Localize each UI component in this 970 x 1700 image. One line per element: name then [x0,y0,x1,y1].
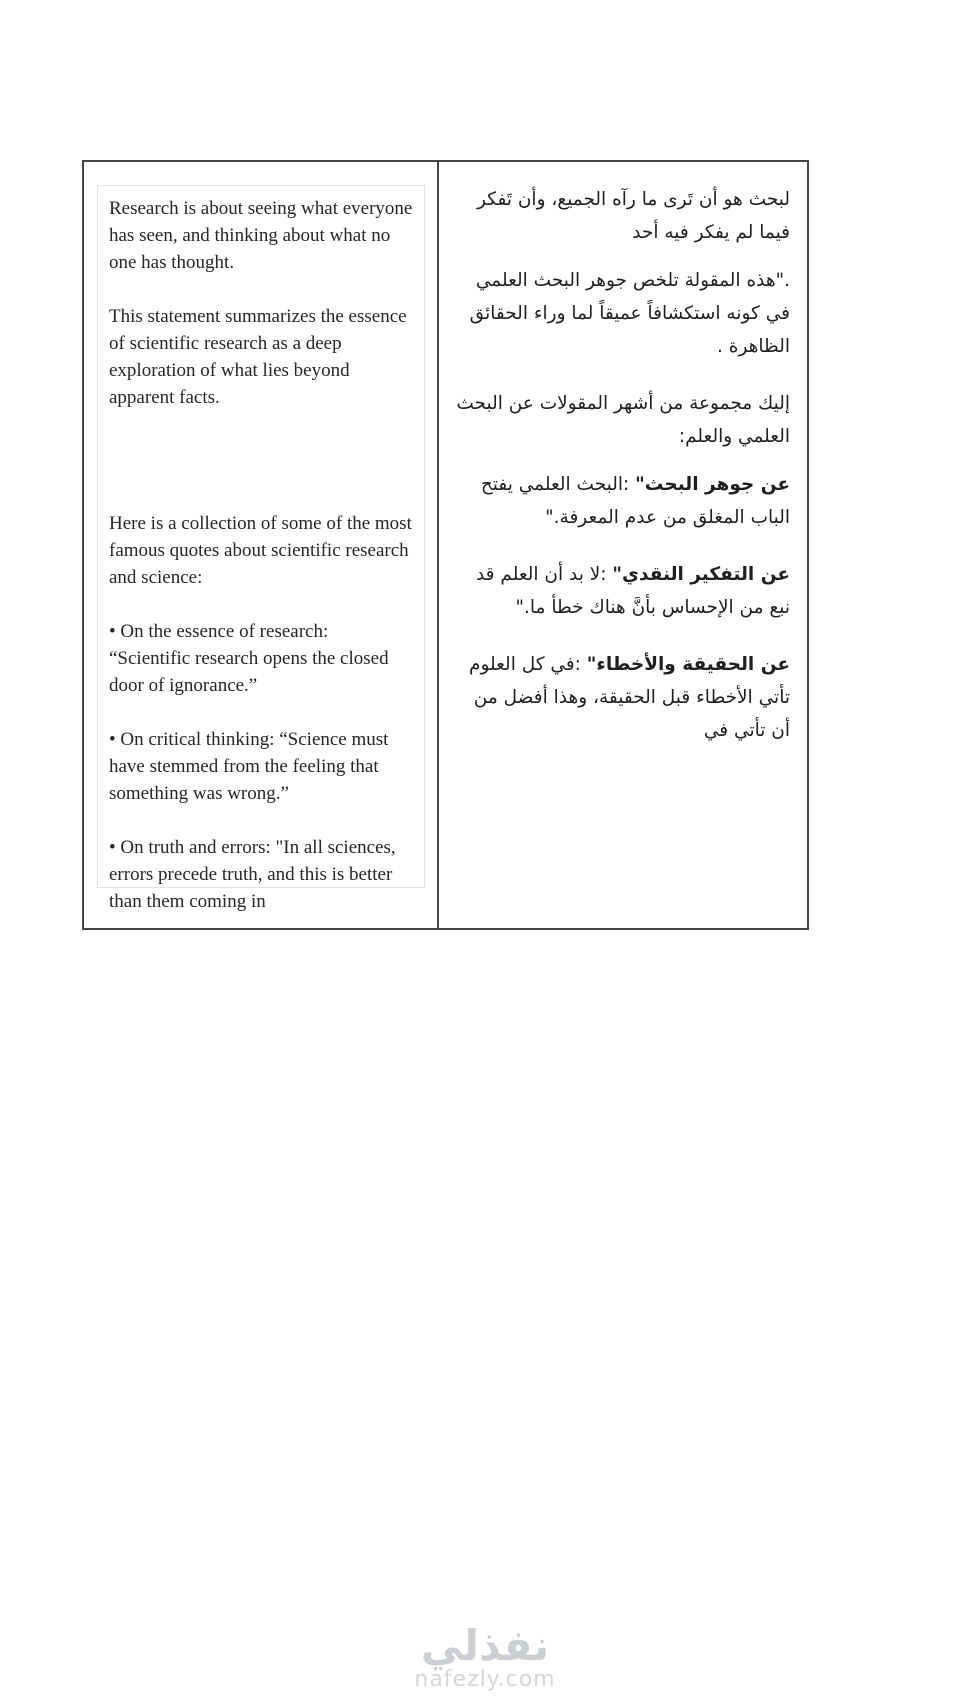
english-cell [84,162,439,928]
arabic-paragraph-lead: عن التفكير النقدي" [612,564,790,585]
arabic-paragraph [455,183,790,249]
watermark-site-url: nafezly.com [414,1667,556,1692]
arabic-paragraph-text: :البحث العلمي يفتح الباب المغلق من عدم المعرفة." [480,474,790,528]
arabic-cell [439,162,807,928]
arabic-paragraph-text: لبحث هو أن تَرى ما رآه الجميع، وأن تَفكر فيما لم يفكر فيه أحد [477,189,790,243]
english-paragraph: This statement summarizes the essence of scientific research as a deep exploration of what lies beyond apparent facts. [109,306,407,408]
arabic-paragraph-text: :لا بد أن العلم قد نبع من الإحساس بأنَّ هناك خطأ ما." [475,564,790,618]
arabic-paragraph [455,468,790,534]
arabic-paragraph [455,387,790,453]
english-text-box [97,185,425,912]
document-table [82,160,809,930]
watermark-logo: نفذلي [420,1621,550,1670]
arabic-paragraph [455,648,790,747]
arabic-paragraph-text: :في كل العلوم تأتي الأخطاء قبل الحقيقة، وهذا أفضل من أن تأتي في [469,654,790,741]
english-paragraph: Research is about seeing what everyone has seen, and thinking about what no one has thought. [109,198,413,273]
watermark [0,1621,970,1692]
arabic-paragraph-text: إليك مجموعة من أشهر المقولات عن البحث العلمي والعلم: [456,393,790,447]
english-paragraph: • On critical thinking: “Science must have stemmed from the feeling that something was wrong.” [109,729,389,804]
arabic-paragraph-lead: عن الحقيقة والأخطاء" [586,654,790,675]
english-paragraph: • On the essence of research: “Scientific research opens the closed door of ignorance.” [109,621,389,696]
english-paragraph: Here is a collection of some of the most famous quotes about scientific research and science: [109,513,412,588]
english-paragraph: • On truth and errors: "In all sciences, errors precede truth, and this is better than them coming in [109,837,396,912]
arabic-paragraph-text: ."هذه المقولة تلخص جوهر البحث العلمي في كونه استكشافاً عميقاً لما وراء الحقائق الظاهرة . [469,270,790,357]
arabic-paragraph [455,558,790,624]
arabic-paragraph [455,264,790,363]
arabic-paragraph-lead: عن جوهر البحث" [635,474,790,495]
